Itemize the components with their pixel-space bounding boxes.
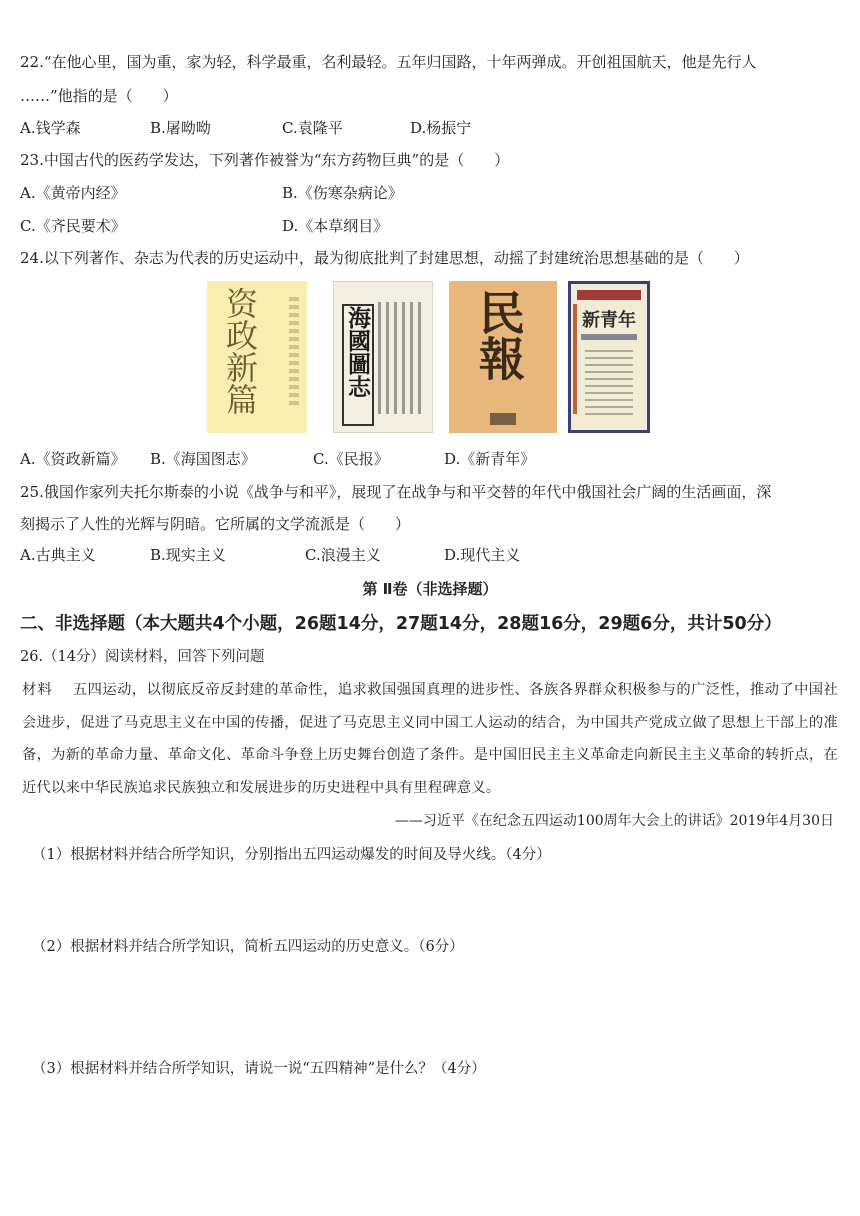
cover-haiguo-title: 海國圖志 bbox=[344, 306, 371, 398]
q26-source: ——习近平《在纪念五四运动100周年大会上的讲话》2019年4月30日 bbox=[394, 813, 834, 829]
q24-option-a: A.《资政新篇》 bbox=[20, 450, 126, 468]
q22-option-c: C.袁隆平 bbox=[282, 119, 343, 137]
q25-stem-line2: 刻揭示了人性的光辉与阴暗。它所属的文学流派是（ ） bbox=[20, 515, 411, 533]
q22-stem-line1: 22.“在他心里，国为重，家为轻，科学最重，名利最轻。五年归国路，十年两弹成。开创祖国航天，他是先行人 bbox=[20, 53, 757, 71]
q26-sub2: （2）根据材料并结合所学知识，简析五四运动的历史意义。（6分） bbox=[32, 939, 464, 955]
q22-option-d: D.杨振宁 bbox=[410, 119, 472, 137]
q22-option-b: B.屠呦呦 bbox=[150, 119, 211, 137]
q26-material-label: 材料 bbox=[22, 682, 54, 698]
q25-option-b: B.现实主义 bbox=[150, 546, 226, 564]
q26-intro: 26.（14分）阅读材料，回答下列问题 bbox=[20, 649, 265, 665]
q25-stem-line1: 25.俄国作家列夫托尔斯泰的小说《战争与和平》，展现了在战争与和平交替的年代中俄国社会广阔的生活画面，深 bbox=[20, 483, 772, 501]
q26-sub1: （1）根据材料并结合所学知识，分别指出五四运动爆发的时间及导火线。（4分） bbox=[32, 847, 551, 863]
q26-material-text: 五四运动，以彻底反帝反封建的革命性，追求救国强国真理的进步性、各族各界群众积极参与的广泛性，推动了中国社会进步，促进了马克思主义在中国的传播，促进了马克思主义同中国工人运动的结合，为中国共产党成立做了思想上干部上的准备，为新的革命力量、革命文化、革命斗争登上历史舞台创造了条件。是中国旧民主主义革命走向新民主主义革命的转折点，在近代以来中华民族追求民族独立和发展进步的历史进程中具有里程碑意义。 bbox=[22, 682, 839, 797]
cover-minbao bbox=[449, 281, 557, 433]
q23-option-c: C.《齐民要术》 bbox=[20, 217, 126, 235]
q23-stem: 23.中国古代的医药学发达，下列著作被誉为“东方药物巨典”的是（ ） bbox=[20, 151, 510, 169]
cover-xinqingnian bbox=[568, 281, 650, 433]
q25-option-d: D.现代主义 bbox=[444, 546, 521, 564]
q25-option-c: C.浪漫主义 bbox=[305, 546, 381, 564]
q23-option-d: D.《本草纲目》 bbox=[282, 217, 389, 235]
cover-zizheng-xinpian bbox=[207, 281, 307, 433]
q22-option-a: A.钱学森 bbox=[20, 119, 81, 137]
q22-stem-line2: ……”他指的是（ ） bbox=[20, 87, 178, 105]
q26-sub3: （3）根据材料并结合所学知识，请说一说“五四精神”是什么？（4分） bbox=[32, 1061, 486, 1077]
q23-option-b: B.《伤寒杂病论》 bbox=[282, 184, 403, 202]
q23-option-a: A.《黄帝内经》 bbox=[20, 184, 126, 202]
cover-zizheng-title: 资政新篇 bbox=[221, 287, 259, 415]
part2-title: 第 Ⅱ卷（非选择题） bbox=[362, 580, 498, 598]
q24-option-c: C.《民报》 bbox=[313, 450, 389, 468]
q24-stem: 24.以下列著作、杂志为代表的历史运动中，最为彻底批判了封建思想，动摇了封建统治思想基础的是（ ） bbox=[20, 249, 749, 267]
cover-haiguo-tuzhi bbox=[333, 281, 433, 433]
q25-option-a: A.古典主义 bbox=[20, 546, 96, 564]
q24-option-b: B.《海国图志》 bbox=[150, 450, 256, 468]
cover-minbao-title: 民報 bbox=[472, 289, 526, 381]
q26-material bbox=[22, 674, 838, 805]
cover-xinqingnian-title: 新青年 bbox=[582, 310, 636, 331]
q24-option-d: D.《新青年》 bbox=[444, 450, 536, 468]
part2-heading: 二、非选择题（本大题共4个小题，26题14分，27题14分，28题16分，29题6分，共计50分） bbox=[20, 614, 782, 634]
